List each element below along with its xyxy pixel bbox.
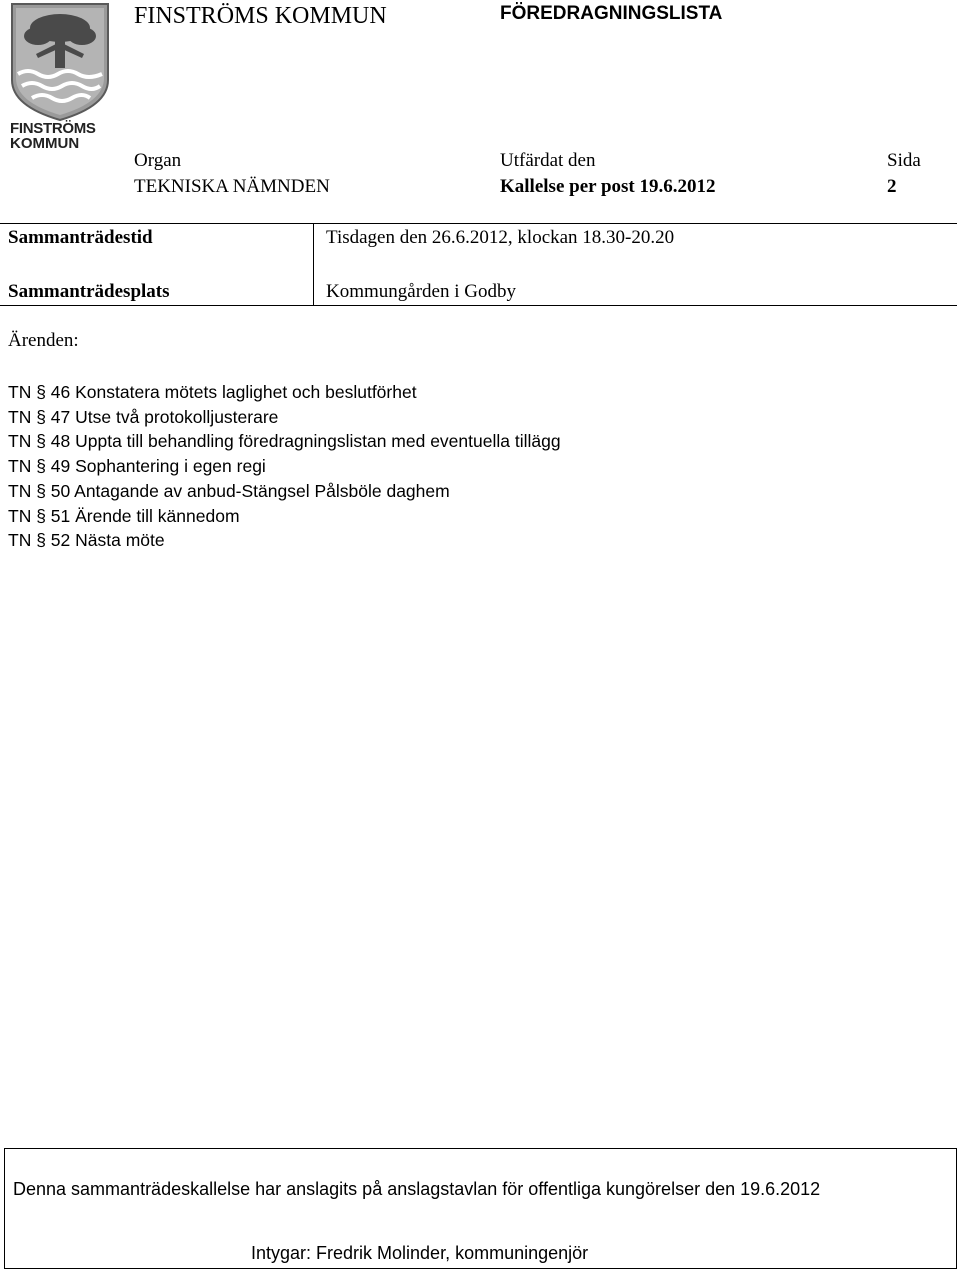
page-number: 2	[887, 176, 897, 197]
meeting-time-label: Sammanträdestid	[8, 227, 153, 248]
meeting-time-value: Tisdagen den 26.6.2012, klockan 18.30-20.20	[326, 227, 675, 248]
agenda-item: TN § 52 Nästa möte	[8, 530, 165, 551]
municipality-name: FINSTRÖMS KOMMUN	[134, 3, 387, 29]
page-label: Sida	[887, 150, 921, 171]
posting-notice: Denna sammanträdeskallelse har anslagits på anslagstavlan för offentliga kungörelser den 19.6.2012	[13, 1179, 821, 1199]
meeting-info-divider	[313, 224, 314, 305]
issued-label: Utfärdat den	[500, 150, 596, 171]
notice-box	[4, 1148, 957, 1269]
agenda-item: TN § 48 Uppta till behandling föredragningslistan med eventuella tillägg	[8, 431, 561, 452]
municipality-logo	[8, 2, 114, 152]
items-heading: Ärenden:	[8, 330, 79, 351]
document-type: FÖREDRAGNINGSLISTA	[500, 3, 723, 24]
agenda-item: TN § 50 Antagande av anbud-Stängsel Pålsböle daghem	[8, 480, 450, 501]
meeting-info-box	[0, 223, 957, 306]
agenda-item: TN § 47 Utse två protokolljusterare	[8, 406, 279, 427]
organ-label: Organ	[134, 150, 182, 171]
meeting-place-label: Sammanträdesplats	[8, 281, 170, 302]
agenda-item: TN § 46 Konstatera mötets laglighet och beslutförhet	[8, 382, 417, 402]
logo-wordmark-line1: FINSTRÖMS	[10, 120, 96, 137]
meeting-place-value: Kommungården i Godby	[326, 281, 516, 302]
agenda-item: TN § 51 Ärende till kännedom	[8, 505, 240, 526]
agenda-list	[8, 380, 561, 553]
agenda-item: TN § 49 Sophantering i egen regi	[8, 456, 266, 477]
issued-value: Kallelse per post 19.6.2012	[500, 176, 716, 197]
certification: Intygar: Fredrik Molinder, kommuningenjör	[251, 1243, 589, 1263]
logo-wordmark-line2: KOMMUN	[10, 135, 80, 152]
organ-value: TEKNISKA NÄMNDEN	[134, 176, 330, 197]
